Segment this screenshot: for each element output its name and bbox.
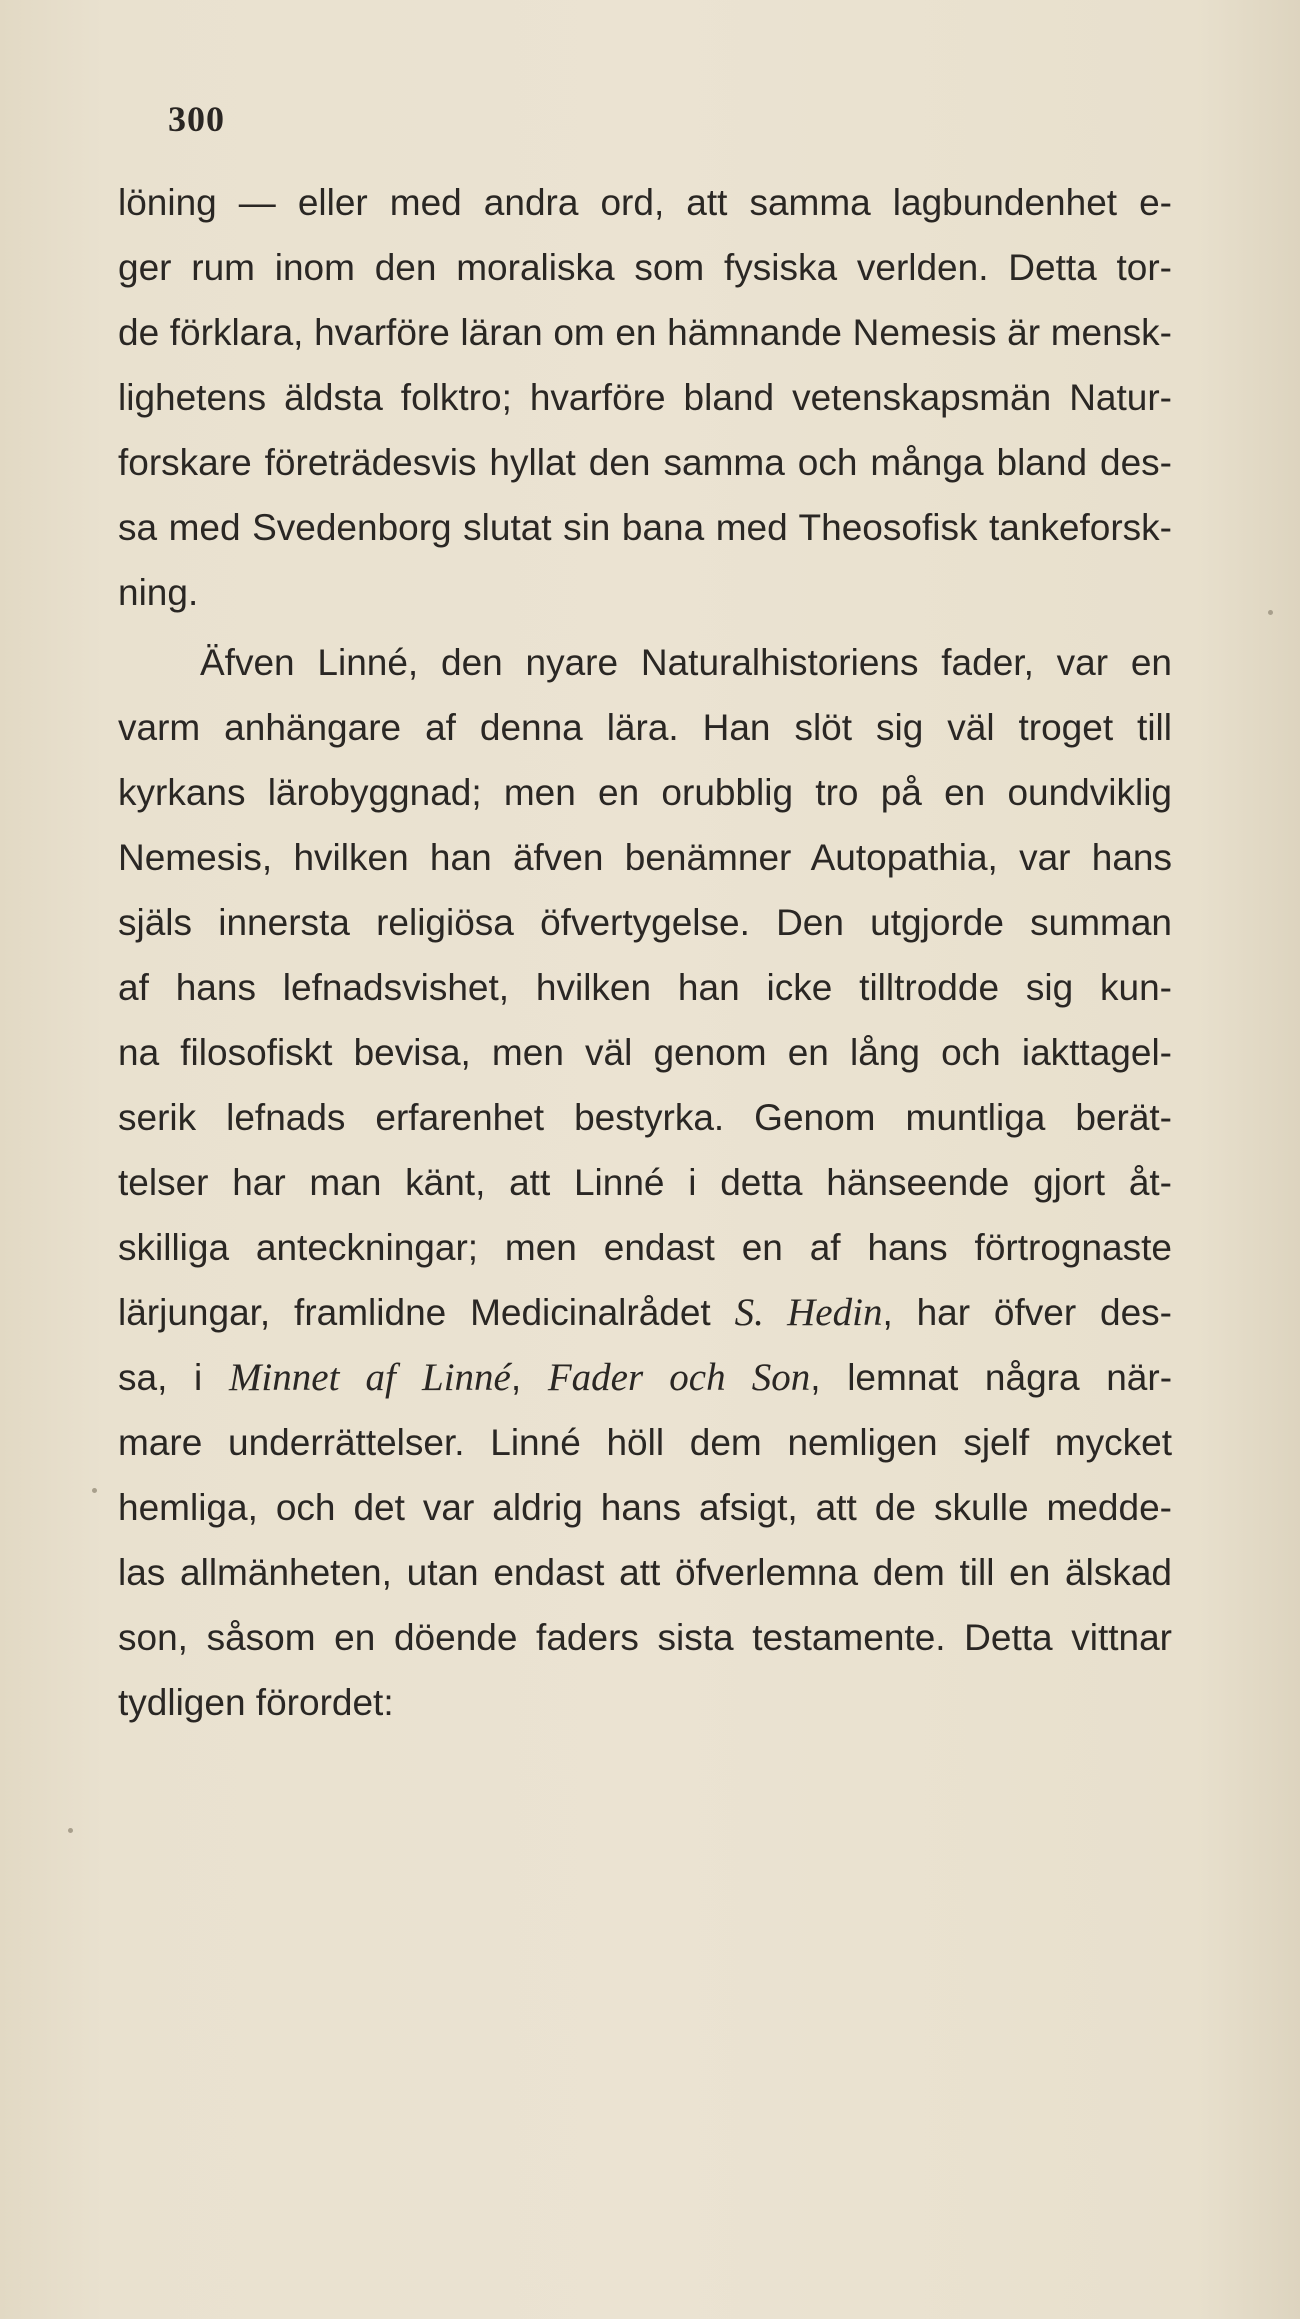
text-line: Nemesis, hvilken han äfven benämner Autopathia, var hans: [118, 837, 1172, 878]
text-segment: , har öfver des-: [882, 1292, 1173, 1333]
text-segment: ,: [510, 1357, 522, 1398]
text-line: kyrkans lärobyggnad; men en orubblig tro på en oundviklig: [118, 772, 1172, 813]
text-line: löning — eller med andra ord, att samma lagbundenhet e-: [118, 182, 1172, 223]
text-line: skilliga anteckningar; men endast en af hans förtrognaste: [118, 1227, 1172, 1268]
text-segment: lärjungar, framlidne Medicinalrådet: [118, 1292, 711, 1333]
text-line: varm anhängare af denna lära. Han slöt sig väl troget till: [118, 707, 1172, 748]
text-line: af hans lefnadsvishet, hvilken han icke tilltrodde sig kun-: [118, 967, 1172, 1008]
work-title-italic: Minnet af Linné: [228, 1356, 511, 1399]
text-line-with-title: [118, 1345, 1172, 1410]
text-line: mare underrättelser. Linné höll dem nemligen sjelf mycket: [118, 1422, 1172, 1463]
text-line: ger rum inom den moraliska som fysiska verlden. Detta tor-: [118, 247, 1172, 288]
person-name-italic: S. Hedin: [734, 1291, 883, 1334]
paragraph-2: [118, 630, 1172, 1735]
text-line: las allmänheten, utan endast att öfverlemna dem till en älskad: [118, 1552, 1172, 1593]
paper-speck: [1268, 610, 1273, 615]
paper-speck: [68, 1828, 73, 1833]
text-line: Äfven Linné, den nyare Naturalhistoriens fader, var en: [200, 642, 1172, 683]
text-line: de förklara, hvarföre läran om en hämnande Nemesis är mensk-: [118, 312, 1172, 353]
text-segment: , lemnat några när-: [810, 1357, 1173, 1398]
text-line: sa med Svedenborg slutat sin bana med Theosofisk tankeforsk-: [118, 507, 1172, 548]
text-line: hemliga, och det var aldrig hans afsigt, att de skulle medde-: [118, 1487, 1172, 1528]
work-title-italic: Fader och Son: [547, 1356, 811, 1399]
text-line: ning.: [118, 572, 199, 613]
paper-speck: [92, 1488, 97, 1493]
text-segment: sa, i: [118, 1357, 203, 1398]
text-line: na filosofiskt bevisa, men väl genom en lång och iakttagel-: [118, 1032, 1172, 1073]
text-line: telser har man känt, att Linné i detta hänseende gjort åt-: [118, 1162, 1172, 1203]
paragraph-1: [118, 170, 1172, 625]
body-text: [118, 170, 1172, 1735]
text-line: själs innersta religiösa öfvertygelse. Den utgjorde summan: [118, 902, 1172, 943]
text-line-with-name: [118, 1280, 1172, 1345]
page-number: 300: [168, 99, 225, 139]
text-line: serik lefnads erfarenhet bestyrka. Genom muntliga berät-: [118, 1097, 1172, 1138]
text-line: son, såsom en döende faders sista testamente. Detta vittnar: [118, 1617, 1172, 1658]
text-line: lighetens äldsta folktro; hvarföre bland vetenskapsmän Natur-: [118, 377, 1172, 418]
text-line: tydligen förordet:: [118, 1682, 394, 1723]
text-line: forskare företrädesvis hyllat den samma och många bland des-: [118, 442, 1172, 483]
